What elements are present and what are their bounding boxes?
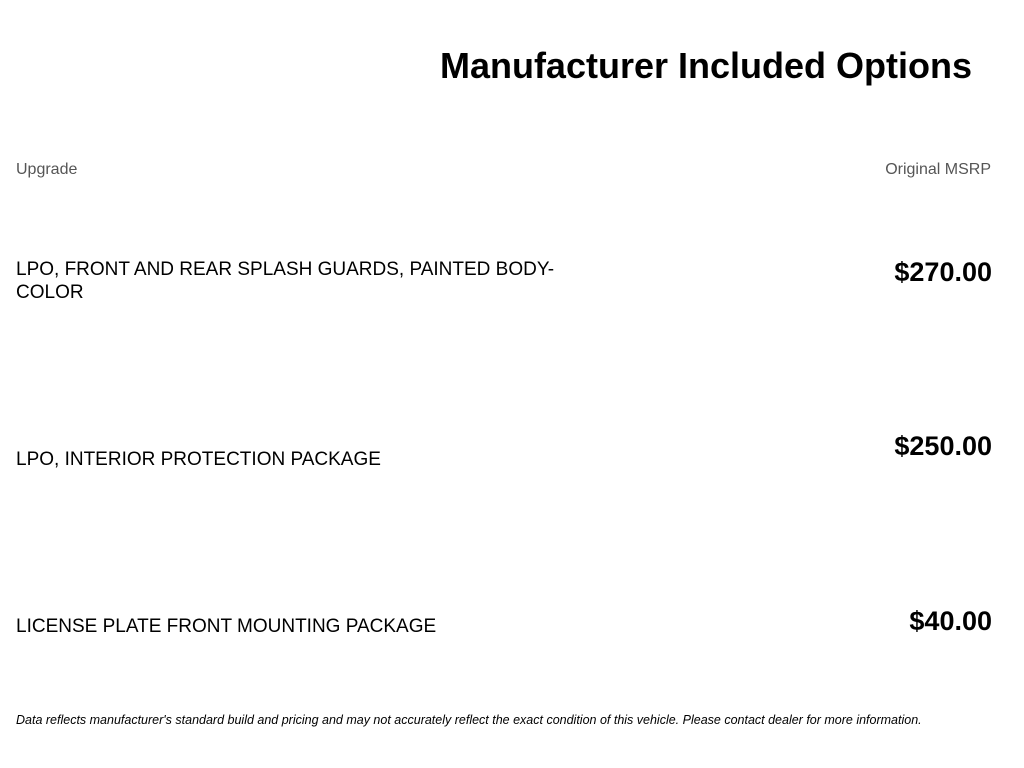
disclaimer-text: Data reflects manufacturer's standard build and pricing and may not accurately reflect the exact condition of this vehicle. Please contact dealer for more information. bbox=[16, 713, 922, 727]
column-header-msrp: Original MSRP bbox=[885, 161, 991, 178]
option-price: $250.00 bbox=[894, 431, 992, 461]
page-title: Manufacturer Included Options bbox=[439, 45, 972, 86]
option-name: LPO, FRONT AND REAR SPLASH GUARDS, PAINTED BODY-COLOR bbox=[16, 259, 555, 303]
option-name: LPO, INTERIOR PROTECTION PACKAGE bbox=[16, 449, 381, 470]
option-price: $270.00 bbox=[894, 257, 992, 287]
column-header-upgrade: Upgrade bbox=[16, 161, 78, 178]
option-price: $40.00 bbox=[909, 606, 992, 636]
option-name: LICENSE PLATE FRONT MOUNTING PACKAGE bbox=[16, 616, 437, 637]
